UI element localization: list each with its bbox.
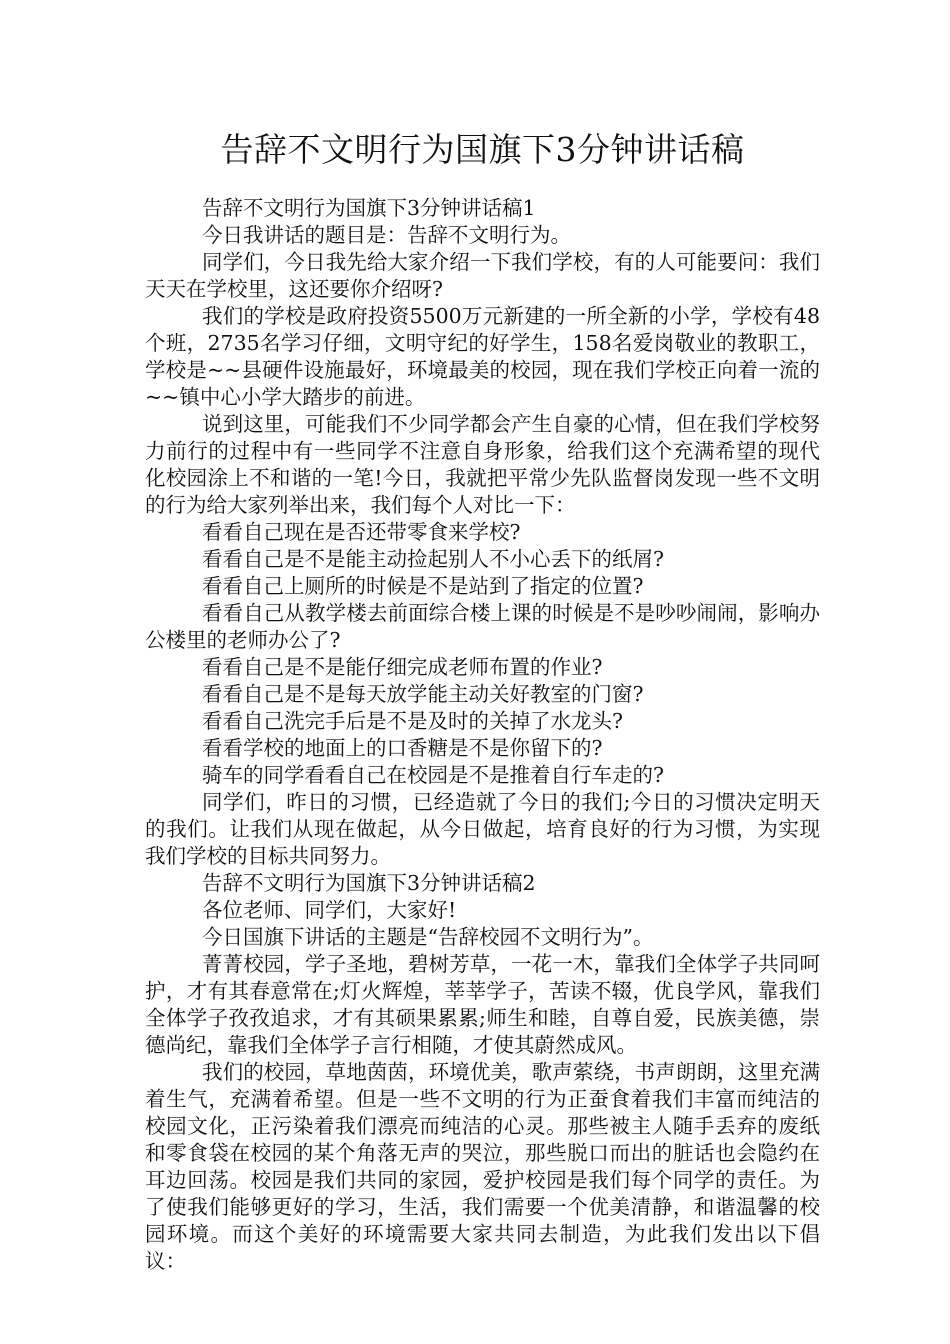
paragraph: 看看自己现在是否还带零食来学校? (202, 520, 521, 544)
paragraph: 看看学校的地面上的口香糖是不是你留下的? (202, 736, 603, 760)
paragraph: 看看自己是不是能主动捡起别人不小心丢下的纸屑? (202, 547, 664, 571)
paragraph: 同学们，今日我先给大家介绍一下我们学校，有的人可能要问：我们天天在学校里，这还要你介绍呀? (145, 250, 820, 301)
paragraph: 看看自己从教学楼去前面综合楼上课的时候是不是吵吵闹闹，影响办公楼里的老师办公了? (145, 601, 820, 652)
paragraph: 看看自己上厕所的时候是不是站到了指定的位置? (202, 574, 644, 598)
paragraph: 今日国旗下讲话的主题是“告辞校园不文明行为”。 (202, 925, 654, 949)
paragraph: 同学们，昨日的习惯，已经造就了今日的我们;今日的习惯决定明天的我们。让我们从现在做起，从今日做起，培育良好的行为习惯，为实现我们学校的目标共同努力。 (145, 790, 820, 868)
paragraph: 今日我讲话的题目是：告辞不文明行为。 (202, 223, 571, 247)
paragraph: 骑车的同学看看自己在校园是不是推着自行车走的? (202, 763, 664, 787)
paragraph: 告辞不文明行为国旗下3分钟讲话稿2 (202, 871, 536, 895)
paragraph: 看看自己是不是每天放学能主动关好教室的门窗? (202, 682, 644, 706)
paragraph: 告辞不文明行为国旗下3分钟讲话稿1 (202, 196, 536, 220)
document-page (145, 125, 820, 1275)
paragraph: 说到这里，可能我们不少同学都会产生自豪的心情，但在我们学校努力前行的过程中有一些同学不注意自身形象，给我们这个充满希望的现代化校园涂上不和谐的一笔!今日，我就把平常少先队监督岗发现一些不文明的行为给大家列举出来，我们每个人对比一下： (145, 412, 820, 517)
document-body (145, 195, 820, 1275)
paragraph: 菁菁校园，学子圣地，碧树芳草，一花一木，靠我们全体学子共同呵护，才有其春意常在;灯火辉煌，莘莘学子，苦读不辍，优良学风，靠我们全体学子孜孜追求，才有其硕果累累;师生和睦，自尊自爱，民族美德，崇德尚纪，靠我们全体学子言行相随，才使其蔚然成风。 (145, 952, 820, 1057)
paragraph: 看看自己是不是能仔细完成老师布置的作业? (202, 655, 603, 679)
paragraph: 我们的校园，草地茵茵，环境优美，歌声萦绕，书声朗朗，这里充满着生气，充满着希望。但是一些不文明的行为正蚕食着我们丰富而纯洁的校园文化，正污染着我们漂亮而纯洁的心灵。那些被主人随手丢弃的废纸和零食袋在校园的某个角落无声的哭泣，那些脱口而出的脏话也会隐约在耳边回荡。校园是我们共同的家园，爱护校园是我们每个同学的责任。为了使我们能够更好的学习，生活，我们需要一个优美清静，和谐温馨的校园环境。而这个美好的环境需要大家共同去制造，为此我们发出以下倡议： (145, 1060, 820, 1273)
document-title: 告辞不文明行为国旗下3分钟讲话稿 (220, 130, 745, 169)
paragraph: 各位老师、同学们，大家好! (202, 898, 457, 922)
paragraph: 看看自己洗完手后是不是及时的关掉了水龙头? (202, 709, 623, 733)
paragraph: 我们的学校是政府投资5500万元新建的一所全新的小学，学校有48个班，2735名学习仔细，文明守纪的好学生，158名爱岗敬业的教职工，学校是~~县硬件设施最好，环境最美的校园，现在我们学校正向着一流的~~镇中心小学大踏步的前进。 (145, 304, 820, 409)
